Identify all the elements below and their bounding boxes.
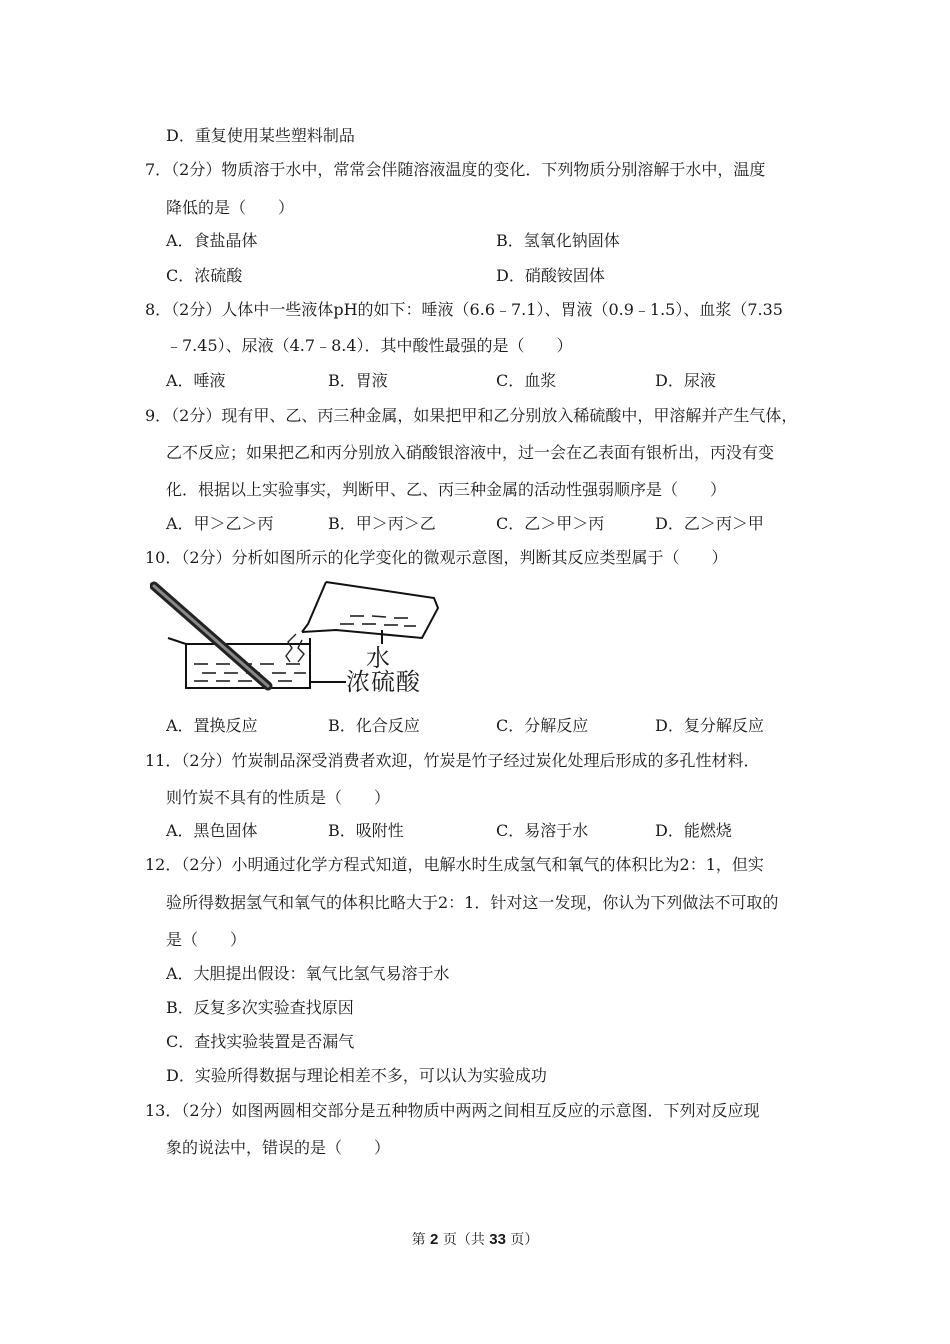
q7-stem-line2: 降低的是（ ） [166,198,295,217]
q12-stem-line3: 是（ ） [166,930,247,949]
q10-option-c: C．分解反应 [496,716,589,735]
q6-option-d: D．重复使用某些塑料制品 [166,126,355,145]
q11-option-d: D．能燃烧 [655,821,732,840]
q9-option-c: C．乙＞甲＞丙 [496,514,605,533]
q8-stem-line2: ﹣7.45）、尿液（4.7﹣8.4）．其中酸性最强的是（ ） [166,336,573,355]
q8-option-d: D．尿液 [655,371,716,390]
water-label: 水 [366,644,390,672]
q8-option-b: B．胃液 [328,371,388,390]
q7-option-a: A．食盐晶体 [166,231,258,250]
q9-option-b: B．甲＞丙＞乙 [328,514,436,533]
pouring-beaker [302,582,438,638]
q7-option-c: C．浓硫酸 [166,266,243,285]
footer-page-number: 2 [430,1231,439,1248]
q11-stem-line2: 则竹炭不具有的性质是（ ） [166,788,391,807]
q8-stem-line1: 8．（2分）人体中一些液体pH的如下：唾液（6.6﹣7.1）、胃液（0.9﹣1.5）、血浆（7.35 [145,300,783,319]
q10-option-d: D．复分解反应 [655,716,764,735]
q13-stem-line2: 象的说法中，错误的是（ ） [166,1138,391,1157]
page-footer [0,1232,950,1247]
q10-stem: 10．（2分）分析如图所示的化学变化的微观示意图，判断其反应类型属于（ ） [145,548,728,567]
dilution-diagram [150,578,480,698]
q12-option-a: A．大胆提出假设：氧气比氢气易溶于水 [166,964,450,983]
q7-option-b: B．氢氧化钠固体 [496,231,620,250]
pouring-beaker-water [340,616,416,626]
q7-option-d: D．硝酸铵固体 [496,266,605,285]
footer-suffix: 页） [510,1232,539,1248]
q8-option-a: A．唾液 [166,371,226,390]
pour-stream [286,634,296,662]
q11-stem-line1: 11．（2分）竹炭制品深受消费者欢迎，竹炭是竹子经过炭化处理后形成的多孔性材料． [145,751,760,770]
q12-option-c: C．查找实验装置是否漏气 [166,1032,355,1051]
q12-option-b: B．反复多次实验查找原因 [166,998,354,1017]
q9-stem-line1: 9．（2分）现有甲、乙、丙三种金属，如果把甲和乙分别放入稀硫酸中，甲溶解并产生气体， [145,406,798,425]
dilution-figure [150,578,480,702]
footer-middle: 页（共 [442,1232,485,1248]
q11-option-c: C．易溶于水 [496,821,589,840]
footer-total-pages: 33 [489,1231,506,1248]
q10-option-b: B．化合反应 [328,716,420,735]
q12-stem-line1: 12．（2分）小明通过化学方程式知道，电解水时生成氢气和氧气的体积比为2：1，但实 [145,855,764,874]
q7-stem-line1: 7．（2分）物质溶于水中，常常会伴随溶液温度的变化．下列物质分别溶解于水中，温度 [145,160,766,179]
q9-option-a: A．甲＞乙＞丙 [166,514,274,533]
q9-stem-line3: 化．根据以上实验事实，判断甲、乙、丙三种金属的活动性强弱顺序是（ ） [166,480,727,499]
q9-stem-line2: 乙不反应；如果把乙和丙分别放入硝酸银溶液中，过一会在乙表面有银析出，丙没有变 [166,443,775,462]
q11-option-a: A．黑色固体 [166,821,258,840]
acid-label: 浓硫酸 [346,668,421,696]
q12-stem-line2: 验所得数据氢气和氧气的体积比略大于2：1．针对这一发现，你认为下列做法不可取的 [166,893,779,912]
footer-prefix: 第 [411,1232,426,1248]
q9-option-d: D．乙＞丙＞甲 [655,514,764,533]
q13-stem-line1: 13．（2分）如图两圆相交部分是五种物质中两两之间相互反应的示意图．下列对反应现 [145,1101,760,1120]
q8-option-c: C．血浆 [496,371,557,390]
q12-option-d: D．实验所得数据与理论相差不多，可以认为实验成功 [166,1066,547,1085]
q10-option-a: A．置换反应 [166,716,258,735]
q11-option-b: B．吸附性 [328,821,404,840]
